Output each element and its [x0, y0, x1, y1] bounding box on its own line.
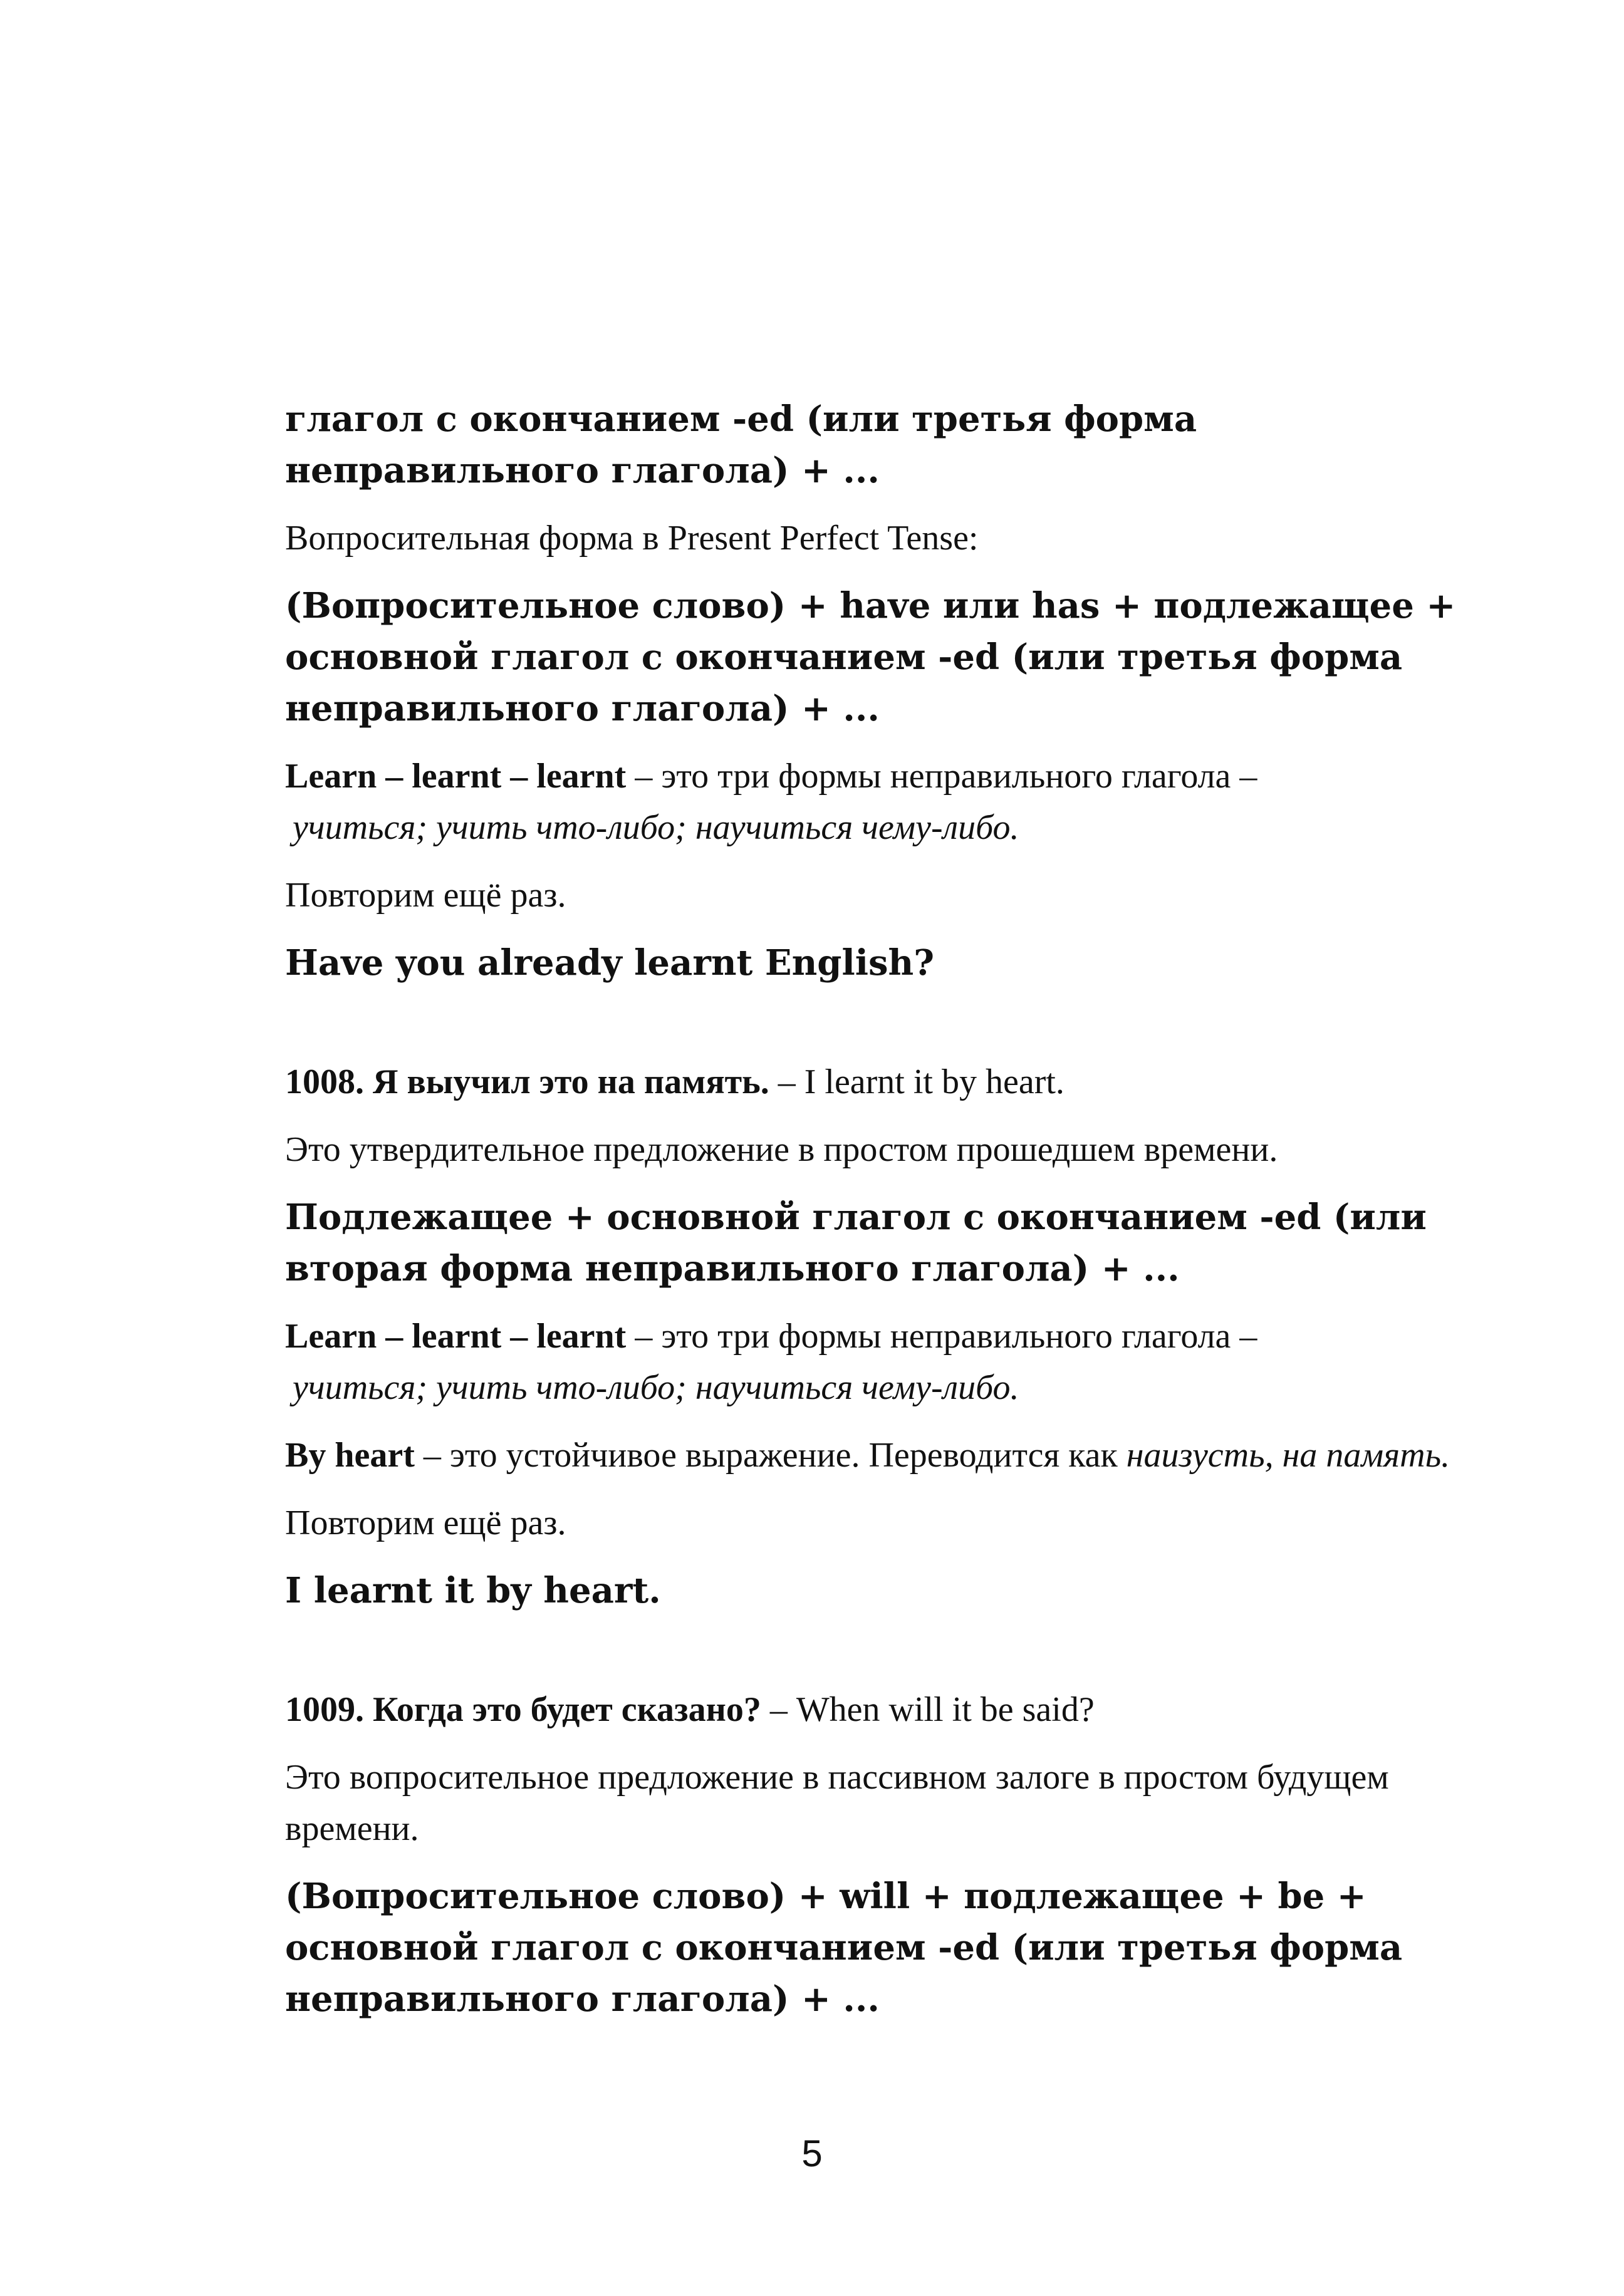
page-content — [285, 393, 1476, 2025]
item-1008-type-desc: Это утвердительное предложение в простом прошедшем времени. — [285, 1130, 1278, 1169]
rule-perfect-tail: глагол с окончанием -ed (или третья форма неправильного глагола) + ... — [285, 398, 1197, 491]
learn-meaning: учиться; учить что-либо; научиться чему-либо. — [293, 1368, 1019, 1407]
item-1009-header-ru: 1009. Когда это будет сказано? — [285, 1690, 761, 1729]
by-heart-translation: наизусть, на память. — [1126, 1436, 1450, 1475]
item-1009-type-desc: Это вопросительное предложение в пассивном залоге в простом будущем времени. — [285, 1758, 1389, 1848]
page-number: 5 — [801, 2132, 823, 2174]
question-form-rule: (Вопросительное слово) + have или has + подлежащее + основной глагол с окончанием -ed (или третья форма неправильного глагола) + ... — [285, 585, 1456, 729]
item-1009-rule: (Вопросительное слово) + will + подлежащее + be + основной глагол с окончанием -ed (или третья форма неправильного глагола) + ... — [285, 1876, 1403, 2020]
example-sentence: I learnt it by heart. — [285, 1570, 661, 1611]
item-1008-header — [285, 1056, 1476, 1108]
learn-forms-paragraph — [285, 751, 1476, 853]
example-sentence: Have you already learnt English? — [285, 942, 935, 984]
item-1009-header — [285, 1684, 1476, 1735]
item-1009-header-en: – When will it be said? — [761, 1690, 1095, 1729]
learn-meaning: учиться; учить что-либо; научиться чему-либо. — [293, 808, 1019, 847]
learn-forms-desc: – это три формы неправильного глагола – — [626, 1317, 1257, 1356]
by-heart-term: By heart — [285, 1436, 415, 1475]
question-form-intro: Вопросительная форма в Present Perfect Tense: — [285, 519, 979, 558]
item-1008-header-en: – I learnt it by heart. — [769, 1062, 1064, 1101]
item-1008-learn-forms — [285, 1311, 1476, 1413]
by-heart-desc: – это устойчивое выражение. Переводится как — [414, 1436, 1127, 1475]
item-1008-header-ru: 1008. Я выучил это на память. — [285, 1062, 769, 1101]
learn-forms-term: Learn – learnt – learnt — [285, 757, 627, 796]
item-1008-rule: Подлежащее + основной глагол с окончанием -ed (или вторая форма неправильного глагола) + ... — [285, 1197, 1427, 1289]
learn-forms-term: Learn – learnt – learnt — [285, 1317, 627, 1356]
repeat-text: Повторим ещё раз. — [285, 1504, 566, 1542]
repeat-text: Повторим ещё раз. — [285, 876, 566, 915]
item-1008-by-heart — [285, 1430, 1476, 1481]
learn-forms-desc: – это три формы неправильного глагола – — [626, 757, 1257, 796]
